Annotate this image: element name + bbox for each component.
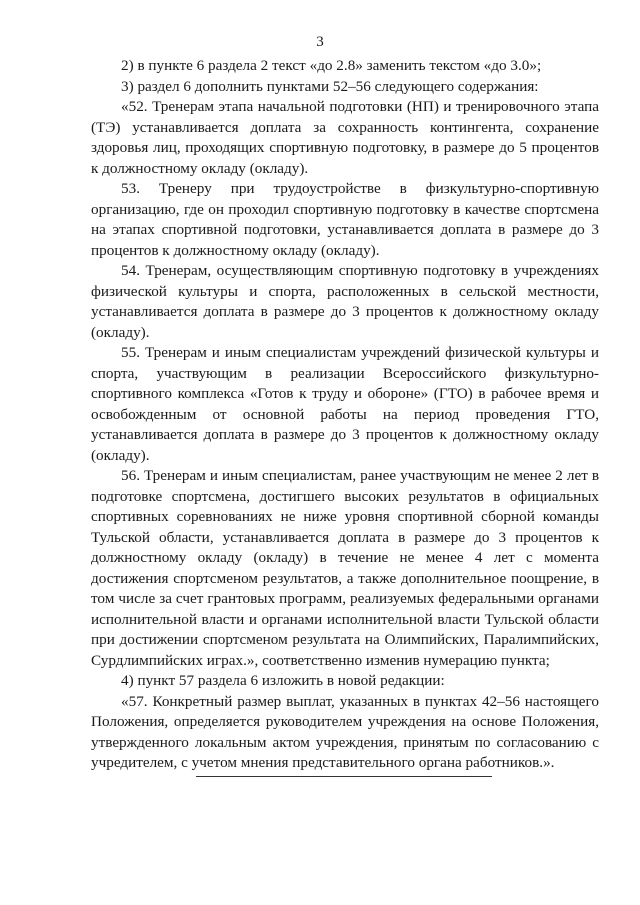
paragraph-item-2: 2) в пункте 6 раздела 2 текст «до 2.8» заменить текстом «до 3.0»; [121, 57, 542, 74]
paragraph-clause-55: 55. Тренерам и иным специалистам учреждений физической культуры и спорта, участвующим в реализации Всероссийского физкультурно-спортивного комплекса «Готов к труду и обороне» (ГТО) в рабочее время и освобожденным от основной работы на период проведения ГТО, устанавливается доплата в размере до 3 процентов к должностному окладу (окладу). [91, 344, 599, 464]
closing-separator-line [196, 776, 492, 777]
paragraph-clause-53: 53. Тренеру при трудоустройстве в физкультурно-спортивную организацию, где он проходил спортивную подготовку в качестве спортсмена на этапах спортивной подготовки, устанавливается доплата в размере до 3 процентов к должностному окладу (окладу). [91, 180, 599, 259]
paragraph-clause-57: «57. Конкретный размер выплат, указанных в пунктах 42–56 настоящего Положения, определяется руководителем учреждения на основе Положения, утвержденного локальным актом учреждения, принятым по согласованию с учредителем, с учетом мнения представительного органа работников.». [91, 692, 599, 771]
paragraph-clause-54: 54. Тренерам, осуществляющим спортивную подготовку в учреждениях физической культуры и спорта, расположенных в сельской местности, устанавливается доплата в размере до 3 процентов к должностному окладу (окладу). [91, 262, 599, 341]
paragraph-item-4: 4) пункт 57 раздела 6 изложить в новой редакции: [121, 672, 445, 689]
paragraph-item-3: 3) раздел 6 дополнить пунктами 52–56 следующего содержания: [121, 77, 539, 95]
page-number: 3 [316, 34, 324, 50]
paragraph-clause-56: 56. Тренерам и иным специалистам, ранее участвующим не менее 2 лет в подготовке спортсмена, достигшего высоких результатов в официальных спортивных соревнованиях не ниже уровня спортивной сборной команды Тульской области, устанавливается доплата в размере до 3 процентов к должностному окладу (окладу) в течение не менее 4 лет с момента достижения спортсменом результатов, а также дополнительное поощрение, в том числе за счет грантовых программ, реализуемых федеральными органами исполнительной власти и органами исполнительной власти Тульской области при достижении спортсменом результата на Олимпийских, Паралимпийских, Сурдлимпийских играх.», соответственно изменив нумерацию пункта; [91, 467, 599, 669]
paragraph-clause-52: «52. Тренерам этапа начальной подготовки (НП) и тренировочного этапа (ТЭ) устанавливается доплата за сохранность контингента, сохранение здоровья лиц, проходящих спортивную подготовку, в размере до 5 процентов к должностному окладу (окладу). [91, 98, 599, 177]
document-body [91, 56, 599, 774]
